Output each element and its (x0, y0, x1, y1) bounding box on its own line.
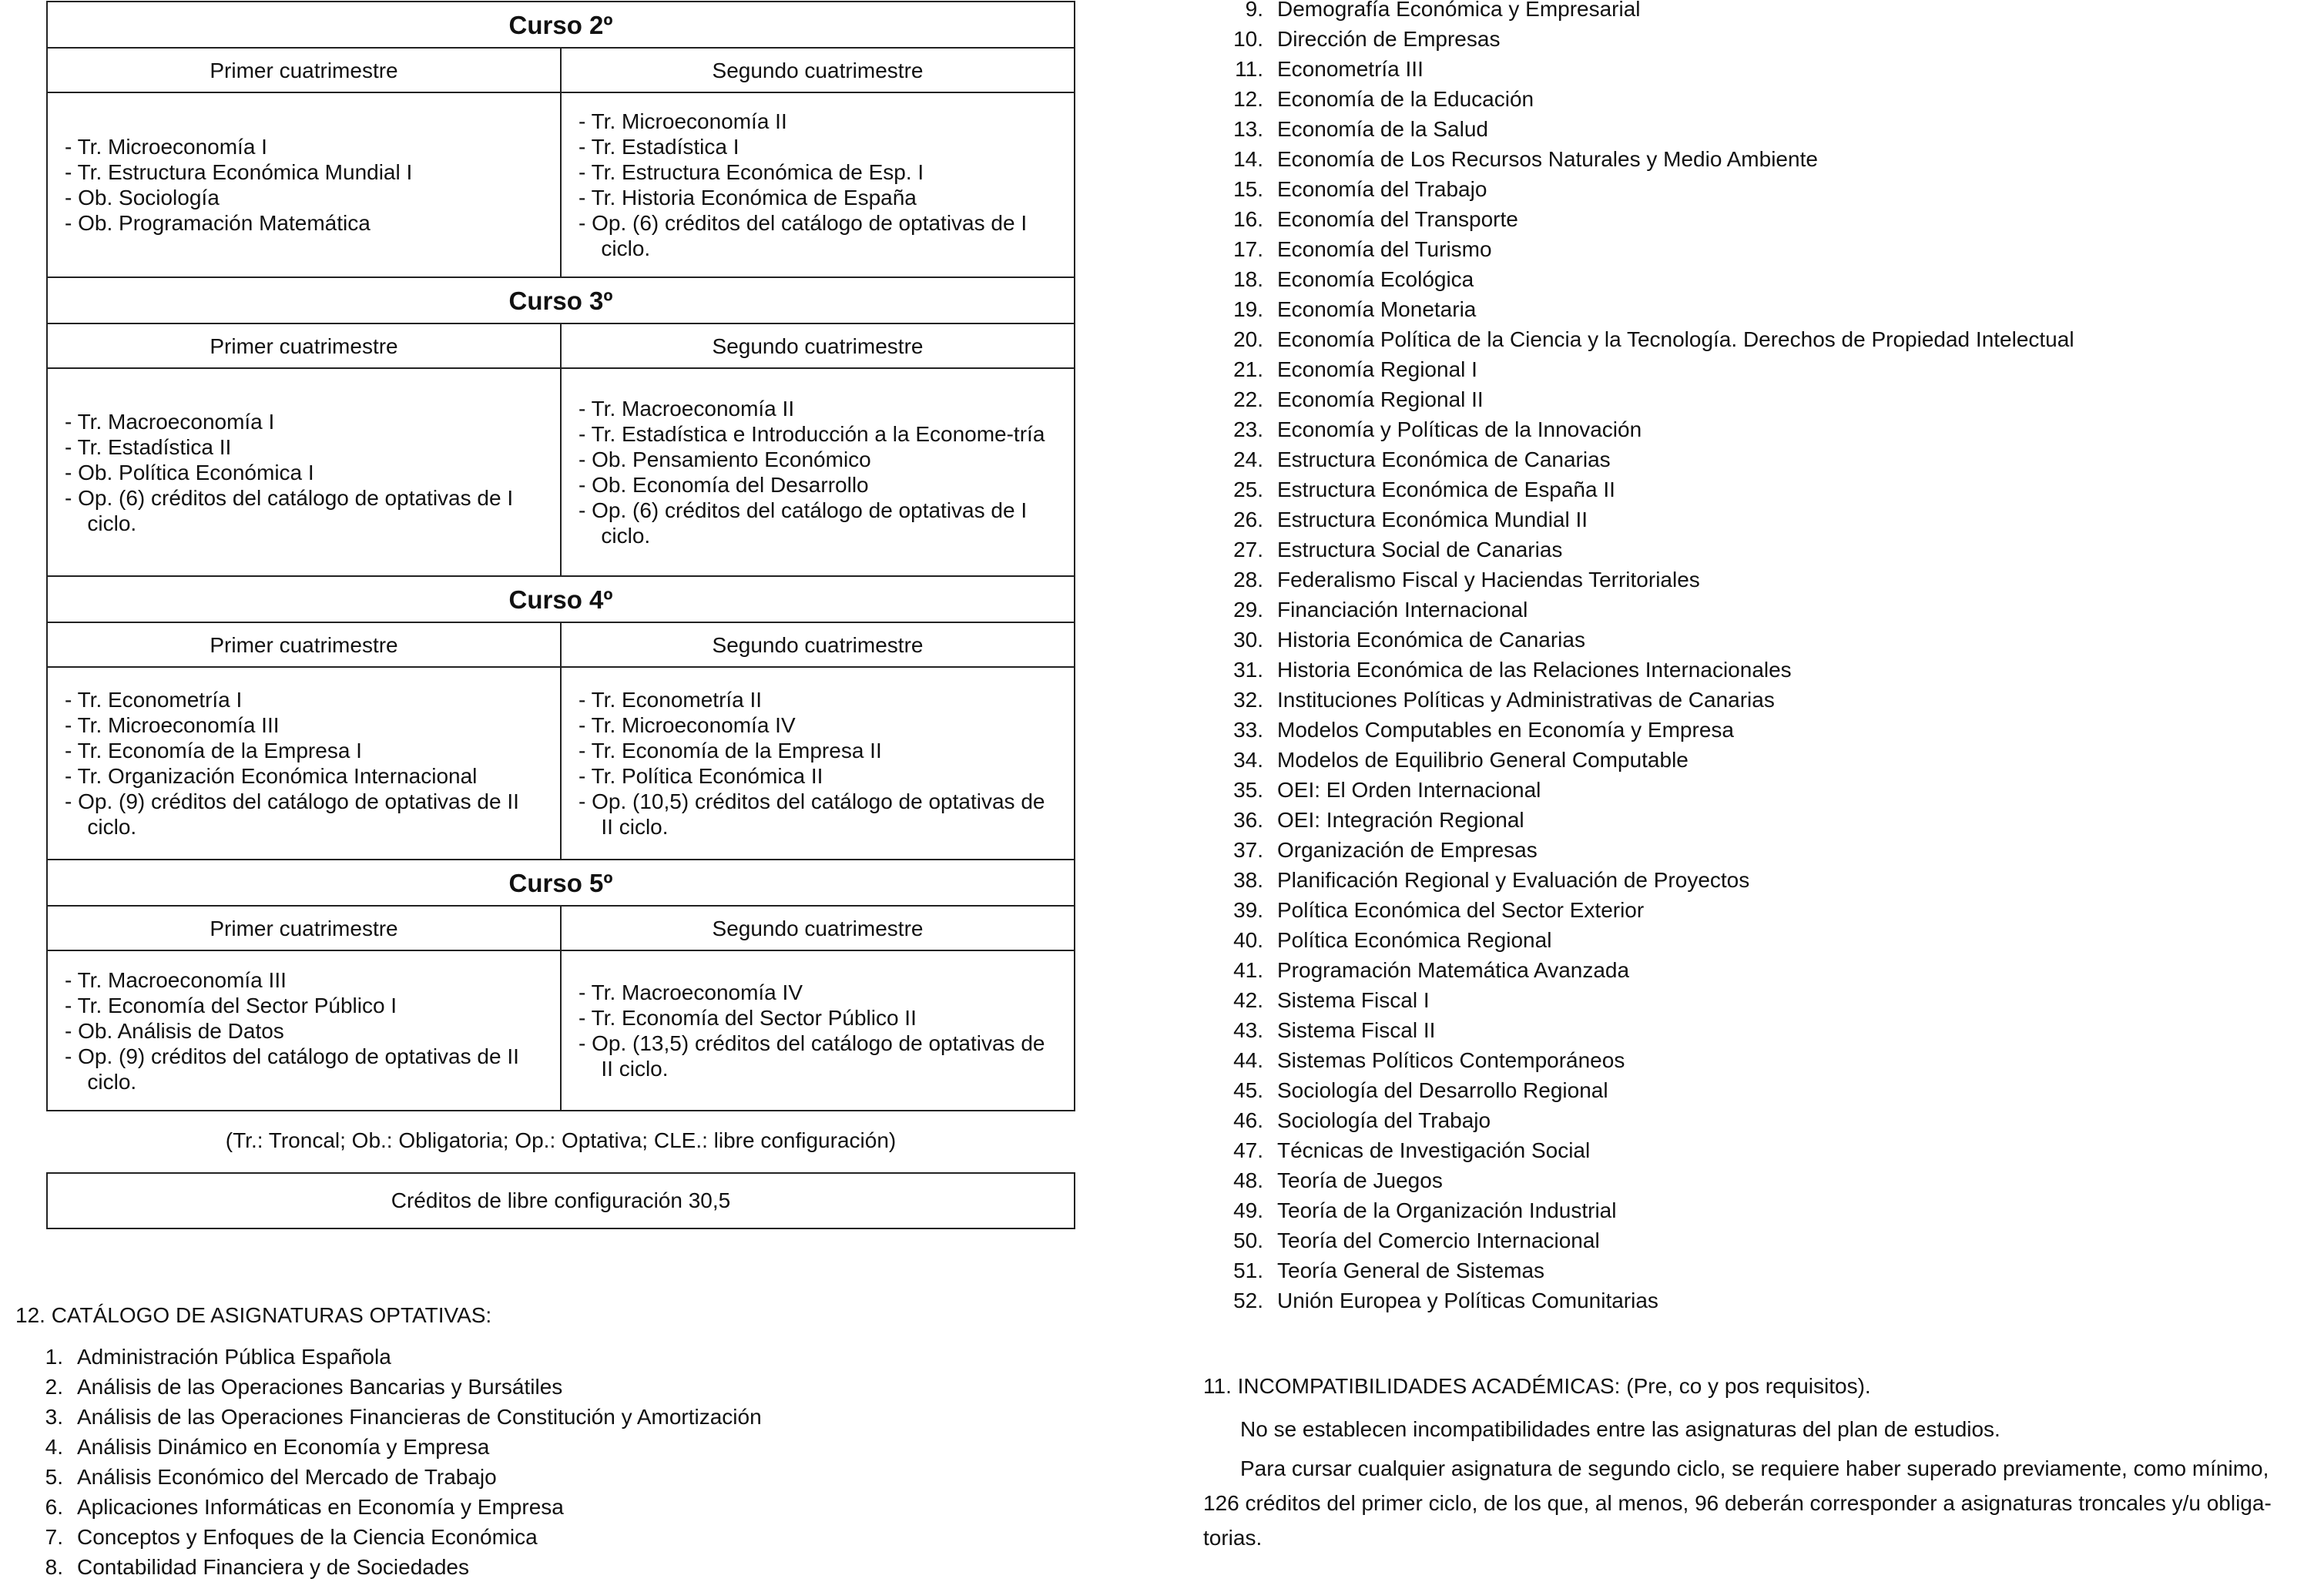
subject-item: - Tr. Microeconomía II (578, 109, 787, 133)
subject-item: - Tr. Macroeconomía II (578, 397, 795, 421)
catalogo-item-number: 16. (1233, 207, 1263, 231)
catalogo-item-title: Economía del Transporte (1277, 207, 1518, 231)
primer-cuatrimestre-subjects (47, 950, 561, 1111)
incompat-paragraph-2-line-3: torias. (1203, 1526, 1263, 1550)
catalogo-item-title: Modelos Computables en Economía y Empresa (1277, 718, 1734, 742)
catalogo-item-number: 1. (45, 1345, 63, 1369)
semester-header-row (47, 622, 1075, 667)
catalogo-list-left (18, 1342, 762, 1582)
catalogo-item-number: 22. (1233, 387, 1263, 411)
subject-item: - Ob. Análisis de Datos (65, 1018, 284, 1043)
subject-item: - Tr. Macroeconomía III (65, 967, 287, 992)
libre-config-text: Créditos de libre configuración 30,5 (391, 1188, 731, 1212)
subject-item: - Tr. Microeconomía III (65, 713, 280, 737)
catalogo-item (1219, 324, 2074, 354)
catalogo-item (1219, 1045, 2074, 1075)
catalogo-item-title: Técnicas de Investigación Social (1277, 1138, 1591, 1162)
catalogo-item-number: 2. (45, 1375, 63, 1399)
catalogo-item (18, 1552, 762, 1582)
course-title-row (47, 576, 1075, 622)
semester-header-row (47, 48, 1075, 92)
catalogo-item-title: Economía del Trabajo (1277, 177, 1487, 201)
subject-item: - Tr. Historia Económica de España (578, 186, 917, 209)
catalogo-item-title: Economía Ecológica (1277, 267, 1474, 291)
libre-config-box (46, 1172, 1075, 1229)
subject-item: - Ob. Sociología (65, 186, 220, 209)
catalogo-item-title: Economía de Los Recursos Naturales y Medio Ambiente (1277, 147, 1818, 171)
subject-item: - Ob. Pensamiento Económico (578, 447, 871, 471)
segundo-cuatrimestre-subjects (561, 950, 1075, 1111)
catalogo-item (1219, 535, 2074, 565)
segundo-cuatrimestre-subjects (561, 667, 1075, 860)
catalogo-item-number: 8. (45, 1555, 63, 1579)
catalogo-item-title: Contabilidad Financiera y de Sociedades (77, 1555, 469, 1579)
semester-header-row (47, 323, 1075, 368)
catalogo-item-number: 49. (1233, 1198, 1263, 1222)
catalogo-item-number: 31. (1233, 658, 1263, 682)
course-title: Curso 3º (47, 277, 1075, 323)
catalogo-item-number: 51. (1233, 1259, 1263, 1282)
catalogo-item (1219, 294, 2074, 324)
course-subjects-row (47, 368, 1075, 576)
catalogo-item-title: Economía de la Salud (1277, 117, 1488, 141)
subject-item: - Ob. Economía del Desarrollo (578, 473, 869, 497)
subject-item: - Tr. Organización Económica Internacional (65, 764, 478, 788)
segundo-cuatrimestre-subjects (561, 368, 1075, 576)
subject-item: - Op. (9) créditos del catálogo de optativas de II ciclo. (65, 789, 519, 839)
catalogo-item-number: 25. (1233, 478, 1263, 501)
segundo-cuatrimestre-subjects (561, 92, 1075, 277)
catalogo-item-number: 37. (1233, 838, 1263, 862)
catalogo-item (1219, 1135, 2074, 1165)
catalogo-item-number: 27. (1233, 538, 1263, 561)
catalogo-item (1219, 174, 2074, 204)
subject-item: - Tr. Macroeconomía I (65, 409, 275, 434)
catalogo-item (1219, 775, 2074, 805)
catalogo-item-title: Economía Regional II (1277, 387, 1484, 411)
catalogo-item-title: Sistemas Políticos Contemporáneos (1277, 1048, 1625, 1072)
catalogo-item-title: OEI: El Orden Internacional (1277, 778, 1541, 802)
catalogo-item (1219, 84, 2074, 114)
catalogo-item-number: 24. (1233, 447, 1263, 471)
catalogo-item-title: Política Económica del Sector Exterior (1277, 898, 1645, 922)
catalogo-item-title: Programación Matemática Avanzada (1277, 958, 1630, 982)
catalogo-item-title: Estructura Económica de Canarias (1277, 447, 1611, 471)
catalogo-item (1219, 1225, 2074, 1255)
catalogo-item-number: 9. (1245, 0, 1263, 21)
catalogo-item (1219, 504, 2074, 535)
catalogo-item-number: 13. (1233, 117, 1263, 141)
catalogo-item-number: 23. (1233, 417, 1263, 441)
segundo-cuatrimestre-header: Segundo cuatrimestre (561, 906, 1075, 950)
course-title-row (47, 2, 1075, 48)
catalogo-item (1219, 715, 2074, 745)
catalogo-item-number: 46. (1233, 1108, 1263, 1132)
catalogo-item-title: Unión Europea y Políticas Comunitarias (1277, 1289, 1658, 1312)
catalogo-item-number: 6. (45, 1495, 63, 1519)
catalogo-item (1219, 414, 2074, 444)
catalogo-item-number: 47. (1233, 1138, 1263, 1162)
catalogo-item-title: Sociología del Desarrollo Regional (1277, 1078, 1608, 1102)
primer-cuatrimestre-header: Primer cuatrimestre (47, 323, 561, 368)
catalogo-item-title: Economía Regional I (1277, 357, 1477, 381)
incompat-paragraph-1: No se establecen incompatibilidades entre las asignaturas del plan de estudios. (1240, 1417, 2000, 1441)
catalogo-item (18, 1462, 762, 1492)
catalogo-item (1219, 1165, 2074, 1195)
catalogo-item-title: Instituciones Políticas y Administrativas de Canarias (1277, 688, 1775, 712)
primer-cuatrimestre-header: Primer cuatrimestre (47, 622, 561, 667)
catalogo-item-number: 26. (1233, 508, 1263, 531)
subject-item: - Ob. Política Económica I (65, 460, 314, 484)
catalogo-item (1219, 1285, 2074, 1316)
semester-header-row (47, 906, 1075, 950)
catalogo-item-title: Política Económica Regional (1277, 928, 1552, 952)
catalogo-item (1219, 895, 2074, 925)
catalogo-item-number: 52. (1233, 1289, 1263, 1312)
catalogo-item-title: Análisis de las Operaciones Financieras de Constitución y Amortización (77, 1405, 762, 1429)
subject-item: - Tr. Macroeconomía IV (578, 980, 803, 1004)
catalogo-item (1219, 865, 2074, 895)
subject-item: - Op. (10,5) créditos del catálogo de optativas de II ciclo. (578, 789, 1045, 839)
catalogo-item-title: Estructura Económica de España II (1277, 478, 1615, 501)
catalogo-item-number: 48. (1233, 1168, 1263, 1192)
catalogo-item-number: 12. (1233, 87, 1263, 111)
catalogo-item-title: Organización de Empresas (1277, 838, 1538, 862)
catalogo-item (1219, 655, 2074, 685)
catalogo-item (1219, 54, 2074, 84)
catalogo-heading: 12. CATÁLOGO DE ASIGNATURAS OPTATIVAS: (15, 1303, 492, 1327)
catalogo-item-title: Sociología del Trabajo (1277, 1108, 1491, 1132)
catalogo-item-title: Teoría General de Sistemas (1277, 1259, 1545, 1282)
catalogo-item (1219, 805, 2074, 835)
catalogo-item-number: 17. (1233, 237, 1263, 261)
catalogo-item-title: Conceptos y Enfoques de la Ciencia Económica (77, 1525, 538, 1549)
catalogo-item (1219, 835, 2074, 865)
catalogo-item (1219, 384, 2074, 414)
catalogo-item (1219, 985, 2074, 1015)
subject-item: - Op. (6) créditos del catálogo de optativas de I ciclo. (65, 485, 514, 535)
primer-cuatrimestre-header: Primer cuatrimestre (47, 48, 561, 92)
catalogo-item (1219, 955, 2074, 985)
segundo-cuatrimestre-header: Segundo cuatrimestre (561, 622, 1075, 667)
catalogo-item (1219, 234, 2074, 264)
catalogo-item-number: 33. (1233, 718, 1263, 742)
catalogo-item (18, 1402, 762, 1432)
catalogo-item-number: 10. (1233, 27, 1263, 51)
catalogo-item (18, 1492, 762, 1522)
catalogo-item-title: Financiación Internacional (1277, 598, 1528, 622)
catalogo-item-title: Economía de la Educación (1277, 87, 1534, 111)
catalogo-item-title: Análisis Dinámico en Economía y Empresa (77, 1435, 490, 1459)
catalogo-item-title: Economía y Políticas de la Innovación (1277, 417, 1642, 441)
catalogo-item (1219, 565, 2074, 595)
catalogo-item-number: 44. (1233, 1048, 1263, 1072)
course-title: Curso 2º (47, 2, 1075, 48)
catalogo-item (1219, 925, 2074, 955)
segundo-cuatrimestre-header: Segundo cuatrimestre (561, 323, 1075, 368)
curso-table-body (47, 2, 1075, 1111)
catalogo-item (1219, 1195, 2074, 1225)
catalogo-item (1219, 264, 2074, 294)
course-subjects-row (47, 667, 1075, 860)
subject-item: - Tr. Estructura Económica Mundial I (65, 160, 413, 184)
course-title-row (47, 860, 1075, 906)
catalogo-item-number: 3. (45, 1405, 63, 1429)
primer-cuatrimestre-subjects (47, 667, 561, 860)
catalogo-item (1219, 1075, 2074, 1105)
catalogo-item-number: 36. (1233, 808, 1263, 832)
course-title: Curso 5º (47, 860, 1075, 906)
catalogo-item (1219, 685, 2074, 715)
catalogo-item (1219, 745, 2074, 775)
catalogo-item-number: 34. (1233, 748, 1263, 772)
subject-item: - Op. (9) créditos del catálogo de optativas de II ciclo. (65, 1044, 519, 1094)
catalogo-item-number: 39. (1233, 898, 1263, 922)
incompat-paragraph-2-line-1: Para cursar cualquier asignatura de segundo ciclo, se requiere haber superado previamente, como mínimo, (1240, 1456, 2269, 1480)
curso-table (46, 1, 1075, 1111)
subject-item: - Tr. Economía de la Empresa II (578, 739, 882, 763)
subject-item: - Tr. Microeconomía IV (578, 713, 796, 737)
catalogo-item-title: OEI: Integración Regional (1277, 808, 1524, 832)
catalogo-item-title: Demografía Económica y Empresarial (1277, 0, 1641, 21)
catalogo-item-title: Sistema Fiscal I (1277, 988, 1430, 1012)
course-subjects-row (47, 92, 1075, 277)
subject-item: - Tr. Estadística II (65, 434, 232, 459)
subject-item: - Tr. Economía del Sector Público II (578, 1006, 917, 1030)
catalogo-item-number: 28. (1233, 568, 1263, 592)
catalogo-item-number: 19. (1233, 297, 1263, 321)
subject-item: - Tr. Política Económica II (578, 764, 823, 788)
catalogo-item-title: Econometría III (1277, 57, 1424, 81)
catalogo-item-number: 32. (1233, 688, 1263, 712)
catalogo-item (1219, 354, 2074, 384)
subject-item: - Tr. Economía del Sector Público I (65, 993, 397, 1017)
catalogo-item-title: Teoría de la Organización Industrial (1277, 1198, 1617, 1222)
catalogo-item-number: 20. (1233, 327, 1263, 351)
subject-item: - Ob. Programación Matemática (65, 211, 371, 235)
catalogo-item-title: Aplicaciones Informáticas en Economía y Empresa (77, 1495, 564, 1519)
catalogo-item (1219, 595, 2074, 625)
catalogo-item-number: 42. (1233, 988, 1263, 1012)
incompat-heading: 11. INCOMPATIBILIDADES ACADÉMICAS: (Pre, co y pos requisitos). (1203, 1374, 1871, 1398)
course-subjects-row (47, 950, 1075, 1111)
catalogo-item (18, 1372, 762, 1402)
catalogo-item-number: 40. (1233, 928, 1263, 952)
catalogo-item (18, 1432, 762, 1462)
catalogo-item (18, 1342, 762, 1372)
catalogo-item (1219, 144, 2074, 174)
catalogo-item-title: Historia Económica de Canarias (1277, 628, 1585, 652)
catalogo-item (1219, 1015, 2074, 1045)
catalogo-item (1219, 1105, 2074, 1135)
subject-item: - Tr. Microeconomía I (65, 135, 267, 159)
catalogo-item (1219, 1255, 2074, 1285)
abbreviation-legend: (Tr.: Troncal; Ob.: Obligatoria; Op.: Optativa; CLE.: libre configuración) (225, 1128, 897, 1152)
subject-item: - Tr. Estructura Económica de Esp. I (578, 160, 924, 184)
subject-item: - Tr. Estadística e Introducción a la Econome-tría (578, 422, 1045, 446)
subject-item: - Tr. Econometría II (578, 688, 763, 712)
course-title-row (47, 277, 1075, 323)
catalogo-item-title: Sistema Fiscal II (1277, 1018, 1436, 1042)
catalogo-item-number: 50. (1233, 1228, 1263, 1252)
catalogo-item-number: 41. (1233, 958, 1263, 982)
catalogo-item-number: 35. (1233, 778, 1263, 802)
catalogo-item-title: Estructura Económica Mundial II (1277, 508, 1588, 531)
catalogo-item-title: Análisis de las Operaciones Bancarias y Bursátiles (77, 1375, 563, 1399)
catalogo-item (18, 1522, 762, 1552)
catalogo-item-title: Economía Monetaria (1277, 297, 1477, 321)
catalogo-item-number: 18. (1233, 267, 1263, 291)
catalogo-list-right (1219, 0, 2074, 1316)
subject-item: - Op. (6) créditos del catálogo de optativas de I ciclo. (578, 211, 1028, 260)
primer-cuatrimestre-subjects (47, 368, 561, 576)
catalogo-item-title: Modelos de Equilibrio General Computable (1277, 748, 1689, 772)
catalogo-item-title: Historia Económica de las Relaciones Internacionales (1277, 658, 1792, 682)
catalogo-item-number: 5. (45, 1465, 63, 1489)
catalogo-item-title: Administración Pública Española (77, 1345, 391, 1369)
catalogo-item-title: Planificación Regional y Evaluación de Proyectos (1277, 868, 1750, 892)
catalogo-item (1219, 625, 2074, 655)
catalogo-item-number: 15. (1233, 177, 1263, 201)
catalogo-item-number: 4. (45, 1435, 63, 1459)
catalogo-item (1219, 204, 2074, 234)
subject-item: - Op. (13,5) créditos del catálogo de optativas de II ciclo. (578, 1031, 1045, 1081)
catalogo-item-number: 29. (1233, 598, 1263, 622)
catalogo-item (1219, 114, 2074, 144)
catalogo-item (1219, 444, 2074, 474)
course-title: Curso 4º (47, 576, 1075, 622)
subject-item: - Tr. Econometría I (65, 688, 243, 712)
catalogo-item-number: 38. (1233, 868, 1263, 892)
catalogo-item-title: Dirección de Empresas (1277, 27, 1501, 51)
subject-item: - Tr. Economía de la Empresa I (65, 739, 362, 763)
catalogo-item-number: 11. (1235, 57, 1263, 81)
catalogo-item (1219, 474, 2074, 504)
primer-cuatrimestre-subjects (47, 92, 561, 277)
subject-item: - Tr. Estadística I (578, 135, 739, 159)
catalogo-item-number: 14. (1233, 147, 1263, 171)
catalogo-item-title: Teoría del Comercio Internacional (1277, 1228, 1600, 1252)
primer-cuatrimestre-header: Primer cuatrimestre (47, 906, 561, 950)
catalogo-item-title: Economía del Turismo (1277, 237, 1492, 261)
catalogo-item-number: 30. (1233, 628, 1263, 652)
catalogo-item-title: Análisis Económico del Mercado de Trabajo (77, 1465, 497, 1489)
catalogo-item-number: 45. (1233, 1078, 1263, 1102)
catalogo-item-title: Federalismo Fiscal y Haciendas Territoriales (1277, 568, 1700, 592)
catalogo-item-number: 21. (1233, 357, 1263, 381)
catalogo-item-number: 7. (45, 1525, 63, 1549)
catalogo-item-title: Teoría de Juegos (1277, 1168, 1443, 1192)
catalogo-item-number: 43. (1233, 1018, 1263, 1042)
catalogo-item (1219, 0, 2074, 24)
incompat-paragraph-2-line-2: 126 créditos del primer ciclo, de los que, al menos, 96 deberán corresponder a asignaturas troncales y/u obliga- (1203, 1491, 2272, 1515)
catalogo-item (1219, 24, 2074, 54)
segundo-cuatrimestre-header: Segundo cuatrimestre (561, 48, 1075, 92)
catalogo-item-title: Economía Política de la Ciencia y la Tecnología. Derechos de Propiedad Intelectual (1277, 327, 2074, 351)
catalogo-item-title: Estructura Social de Canarias (1277, 538, 1563, 561)
subject-item: - Op. (6) créditos del catálogo de optativas de I ciclo. (578, 498, 1028, 548)
